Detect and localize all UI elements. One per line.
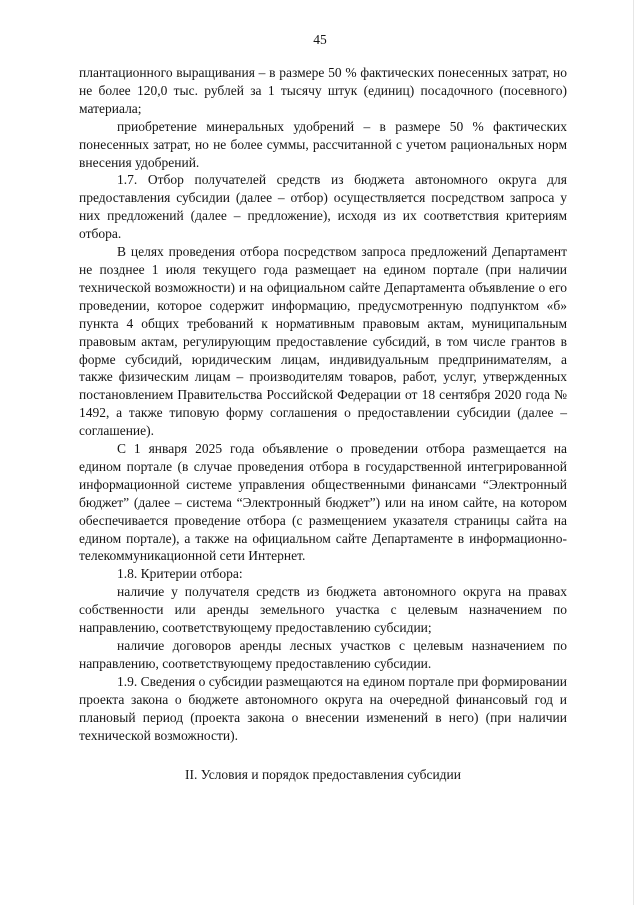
- paragraph-criterion-land: наличие у получателя средств из бюджета автономного округа на правах собственности или аренды земельного участка с целевым назначением по направлению, соответствующему предоставлению субсидии;: [79, 584, 567, 636]
- page-number: 45: [313, 32, 327, 47]
- paragraph-criterion-forest-lease: наличие договоров аренды лесных участков с целевым назначением по направлению, соответствующему предоставлению субсидии.: [79, 638, 567, 671]
- paragraph-1-7-selection: 1.7. Отбор получателей средств из бюджета автономного округа для предоставления субсидии (далее – отбор) осуществляется посредством запроса у них предложений (далее – предложение), исходя из их соответствия критериям отбора.: [79, 172, 567, 242]
- paragraph-planting-material: плантационного выращивания – в размере 50 % фактических понесенных затрат, но не более 120,0 тыс. рублей за 1 тысячу штук (единиц) посадочного (посевного) материала;: [79, 65, 567, 116]
- paragraph-1-9-info-posting: 1.9. Сведения о субсидии размещаются на едином портале при формировании проекта закона о бюджете автономного округа на очередной финансовый год и плановый период (проекта закона о внесении изменений в него) (при наличии технической возможности).: [79, 673, 567, 743]
- paragraph-from-2025: С 1 января 2025 года объявление о проведении отбора размещается на едином портале (в случае проведения отбора в государственной интегрированной информационной системе управления общественными финансами “Электронный бюджет” (далее – система “Электронный бюджет”) или на ином сайте, на котором обеспечивается проведение отбора (с размещением указателя страницы сайта на едином портале), а также на официальном сайте Департаменте в информационно-телекоммуникационной сети Интернет.: [79, 441, 567, 564]
- body-text: [79, 64, 567, 784]
- paragraph-selection-announcement: В целях проведения отбора посредством запроса предложений Департамент не позднее 1 июля текущего года размещает на едином портале (при наличии технической возможности) и на официальном сайте Департамента объявление о его проведении, которое содержит информацию, предусмотренную подпунктом «б» пункта 4 общих требований к нормативным правовым актам, муниципальным правовым актам, регулирующим предоставление субсидий, в том числе грантов в форме субсидий, юридическим лицам, индивидуальным предпринимателям, а также физическим лицам – производителям товаров, работ, услуг, утвержденных постановлением Правительства Российской Федерации от 18 сентября 2020 года № 1492, а также типовую форму соглашения о предоставлении субсидии (далее – соглашение).: [79, 244, 567, 439]
- paragraph-1-8-criteria: 1.8. Критерии отбора:: [117, 566, 243, 582]
- section-heading: II. Условия и порядок предоставления субсидии: [185, 767, 461, 783]
- scan-edge-line: [633, 0, 634, 905]
- paragraph-mineral-fertilizers: приобретение минеральных удобрений – в размере 50 % фактических понесенных затрат, но не более суммы, рассчитанной с учетом рациональных норм внесения удобрений.: [79, 118, 567, 170]
